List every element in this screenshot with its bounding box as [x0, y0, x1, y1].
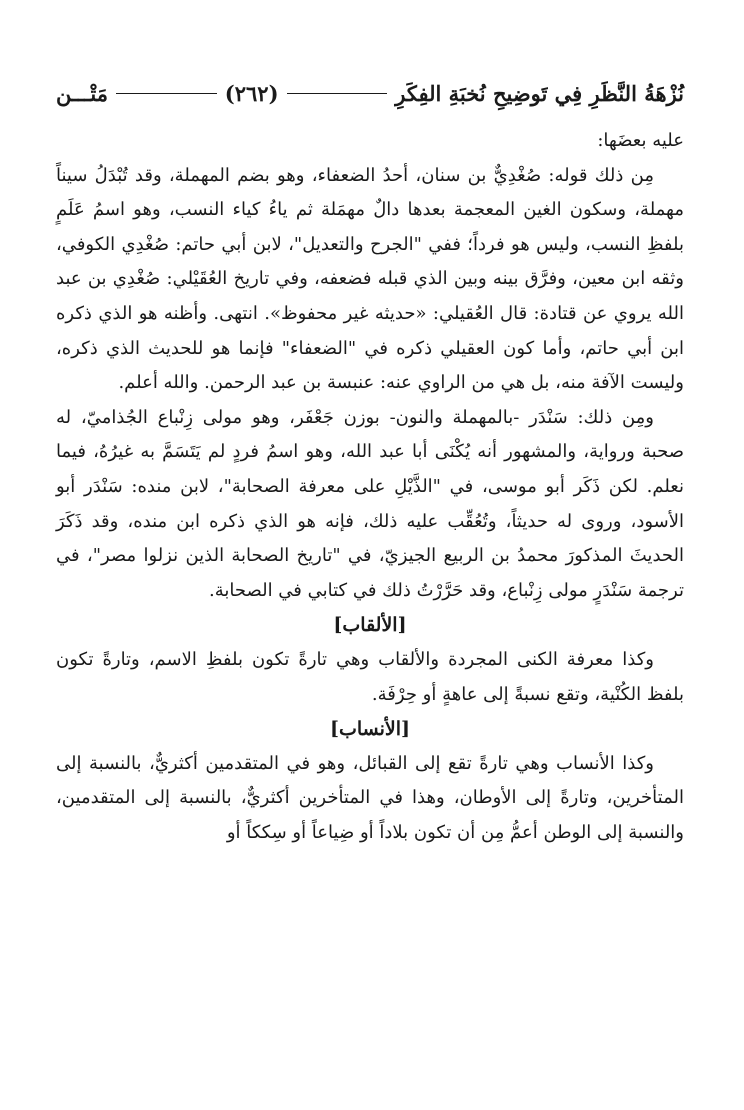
section-label: مَتْـــن — [55, 80, 109, 106]
page-body — [56, 124, 684, 850]
paragraph-sandar: ومِن ذلك: سَنْدَر -بالمهملة والنون- بوزن جَعْفَر، وهو مولى زِنْباع الجُذاميّ، له صحبة ورواية، والمشهور أنه يُكْنَى أبا عبد الله، وهو اسمُ فردٍ لم يَتَسَمَّ به غيرُهُ، فيما نعلم. لكن ذَكَر أبو موسى، في "الذَّيْلِ على معرفة الصحابة"، لابن منده: سَنْدَر أبو الأسود، وروى له حديثاً، وتُعُقِّب عليه ذلك، فإنه هو الذي ذكره ابن منده، وقد ذَكَرَ الحديثَ المذكورَ محمدُ بن الربيع الجيزيّ، في "تاريخ الصحابة الذين نزلوا مصر"، في ترجمة سَنْدَرٍ مولى زِنْباع، وقد حَرَّرْتُ ذلك في كتابي في الصحابة. — [56, 406, 684, 601]
paragraph-sughdi: مِن ذلك قوله: صُغْدِيٌّ بن سنان، أحدُ الضعفاء، وهو بضم المهملة، وقد تُبْدَلُ سيناً مهملة، وسكون الغين المعجمة بعدها دالٌ مهمَلة ثم ياءُ كياء النسب، وهو اسمُ عَلَمٍ بلفظِ النسب، وليس هو فرداً؛ ففي "الجرح والتعديل"، لابن أبي حاتم: صُغْدِي الكوفي، وثقه ابن معين، وفرَّق بينه وبين الذي قبله فضعفه، وفي تاريخ العُقَيْلي: صُغْدِي بن عبد الله يروي عن قتادة: قال العُقيلي: «حديثه غير محفوظ». انتهى. وأظنه هو الذي ذكره ابن أبي حاتم، وأما كون العقيلي ذكره في "الضعفاء" فإنما هو للحديث الذي ذكره، وليست الآفة منه، بل هي من الراوي عنه: عنبسة بن عبد الرحمن. والله أعلم. — [56, 164, 684, 394]
paragraph-alqab: وكذا معرفة الكنى المجردة والألقاب وهي تارةً تكون بلفظِ الاسم، وتارةً تكون بلفظ الكُنْية، وتقع نسبةً إلى عاهةٍ أو حِرْفَة. — [56, 648, 684, 705]
header-rule-left — [116, 93, 217, 94]
running-header — [56, 74, 684, 112]
paragraph-ansab: وكذا الأنساب وهي تارةً تقع إلى القبائل، وهو في المتقدمين أكثريٌّ، بالنسبة إلى المتأخرين، وتارةً إلى الأوطان، وهذا في المتأخرين أكثريٌّ، بالنسبة إلى المتقدمين، والنسبة إلى الوطن أعمُّ مِن أن تكون بلاداً أو ضِياعاً أو سِككاً أو — [56, 752, 684, 843]
header-rule-right — [287, 93, 388, 94]
book-title: نُزْهَةُ النَّظَرِ فِي تَوضِيحِ نُخبَةِ الفِكَرِ — [395, 80, 684, 106]
page-number: (٢٦٢) — [224, 80, 279, 106]
section-heading-alqab: [الألقاب] — [333, 614, 407, 637]
section-heading-ansab: [الأنساب] — [329, 718, 410, 741]
paragraph-continuation: عليه بعضَها: — [597, 130, 684, 151]
